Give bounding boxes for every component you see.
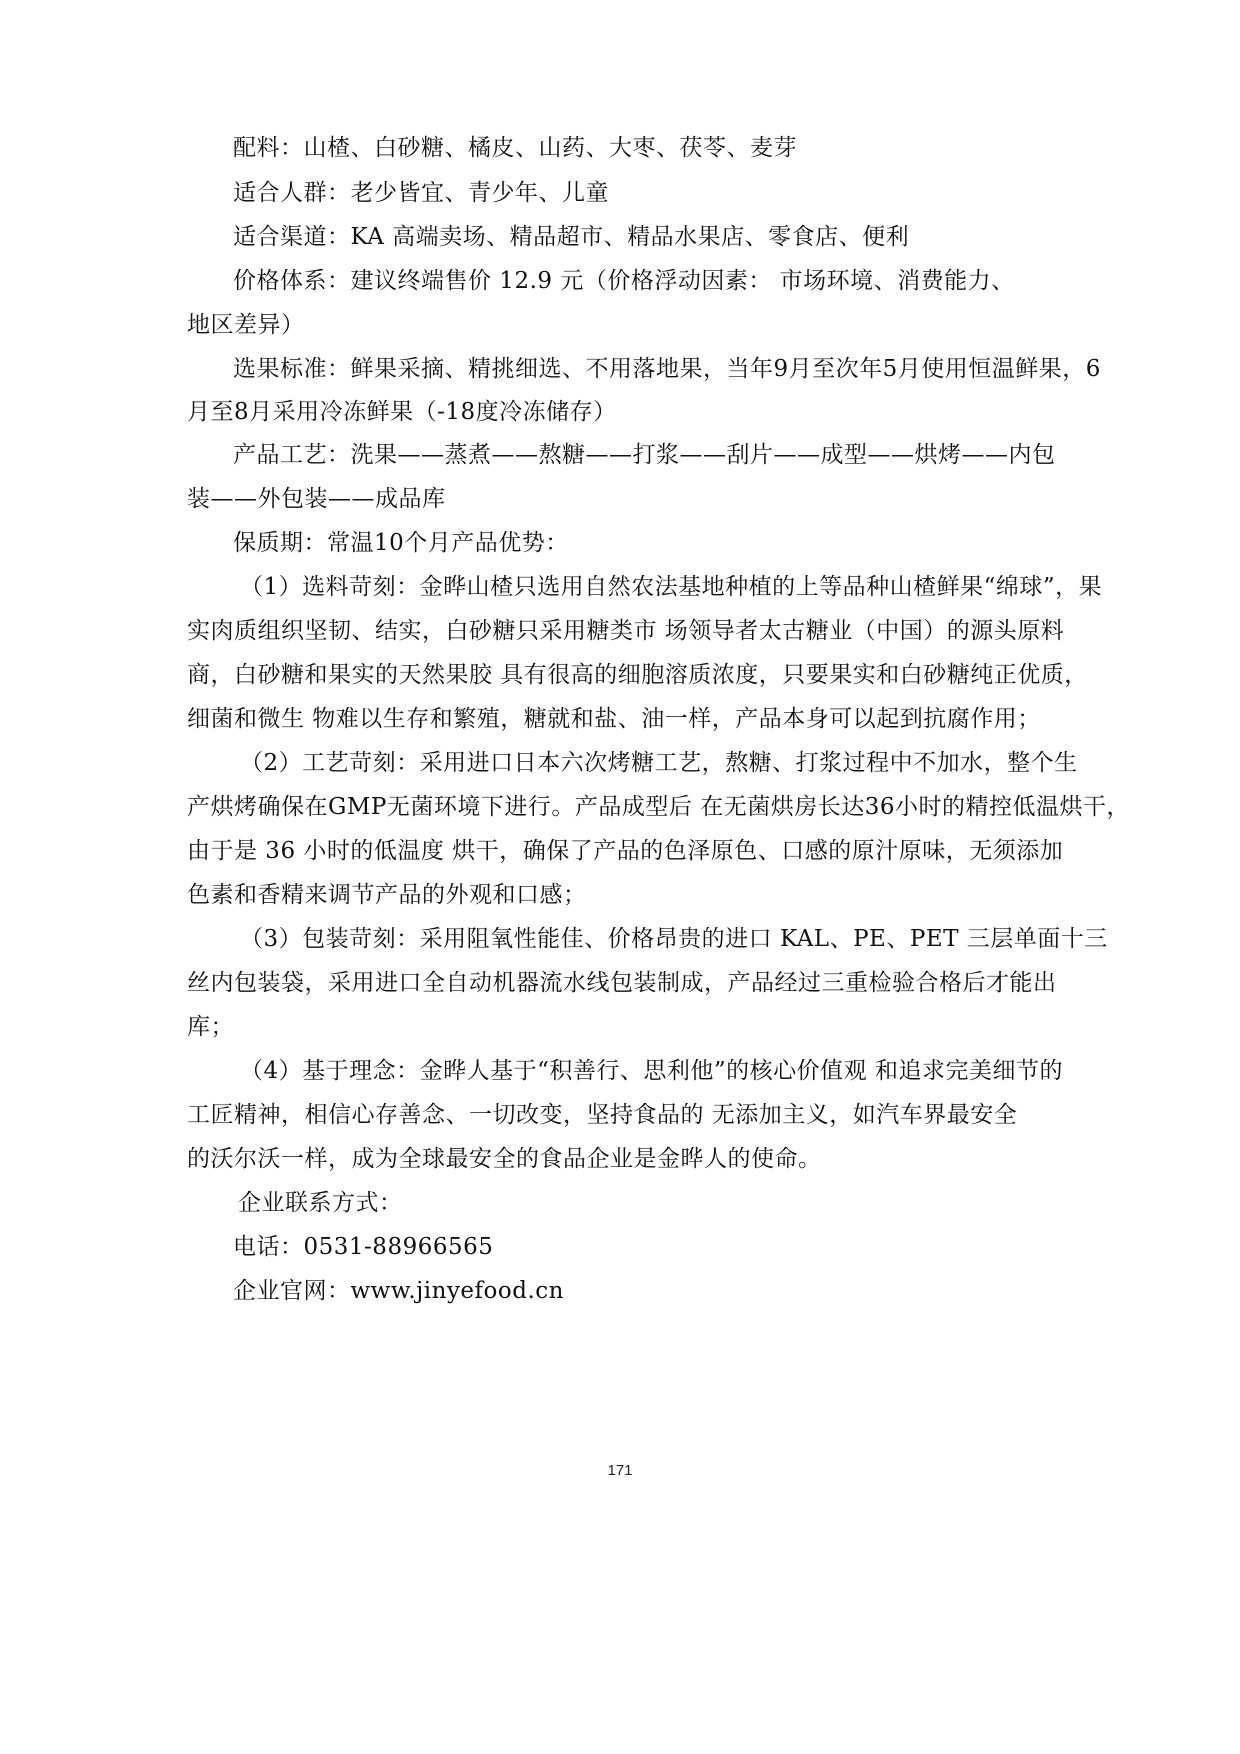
text-line-advantage-2-cont-3: 色素和香精来调节产品的外观和口感；: [187, 882, 587, 908]
page-number: 171: [607, 1462, 633, 1479]
text-line-advantage-2-cont-1: 产烘烤确保在GMP无菌环境下进行。产品成型后 在无菌烘房长达36小时的精控低温烘干，: [187, 794, 1130, 820]
text-line-process: 产品工艺：洗果——蒸煮——熬糖——打浆——刮片——成型——烘烤——内包: [233, 442, 1056, 468]
text-line-shelf-life: 保质期：常温10个月产品优势：: [233, 530, 569, 556]
text-line-website: 企业官网：www.jinyefood.cn: [233, 1278, 564, 1304]
text-line-audience: 适合人群：老少皆宜、青少年、儿童: [233, 180, 609, 206]
text-line-advantage-1-cont-3: 细菌和微生 物难以生存和繁殖，糖就和盐、油一样，产品本身可以起到抗腐作用；: [187, 706, 1041, 732]
text-line-advantage-1-cont-1: 实肉质组织坚韧、结实，白砂糖只采用糖类市 场领导者太古糖业（中国）的源头原料: [187, 618, 1065, 644]
text-line-ingredients: 配料：山楂、白砂糖、橘皮、山药、大枣、茯苓、麦芽: [233, 135, 797, 161]
text-line-advantage-1: （1）选料苛刻：金晔山楂只选用自然农法基地种植的上等品种山楂鲜果“绵球”，果: [240, 574, 1103, 600]
text-line-advantage-3: （3）包装苛刻：采用阻氧性能佳、价格昂贵的进口 KAL、PE、PET 三层单面十三: [240, 926, 1108, 952]
text-line-advantage-2: （2）工艺苛刻：采用进口日本六次烤糖工艺，熬糖、打浆过程中不加水，整个生: [240, 750, 1078, 776]
text-line-phone: 电话：0531-88966565: [233, 1234, 494, 1260]
text-line-advantage-3-cont-1: 丝内包装袋，采用进口全自动机器流水线包装制成，产品经过三重检验合格后才能出: [187, 970, 1057, 996]
text-line-selection: 选果标准：鲜果采摘、精挑细选、不用落地果，当年9月至次年5月使用恒温鲜果，6: [233, 356, 1101, 382]
text-line-channels: 适合渠道：KA 高端卖场、精品超市、精品水果店、零食店、便利: [233, 224, 910, 250]
text-line-advantage-1-cont-2: 商，白砂糖和果实的天然果胶 具有很高的细胞溶质浓度，只要果实和白砂糖纯正优质，: [187, 662, 1088, 688]
text-line-advantage-4: （4）基于理念：金晔人基于“积善行、思利他”的核心价值观 和追求完美细节的: [240, 1058, 1063, 1084]
text-line-advantage-2-cont-2: 由于是 36 小时的低温度 烘干，确保了产品的色泽原色、口感的原汁原味，无须添加: [187, 838, 1064, 864]
text-line-advantage-4-cont-2: 的沃尔沃一样，成为全球最安全的食品企业是金晔人的使命。: [187, 1146, 822, 1172]
text-line-advantage-4-cont-1: 工匠精神，相信心存善念、一切改变，坚持食品的 无添加主义，如汽车界最安全: [187, 1102, 1018, 1128]
text-line-price-cont: 地区差异）: [187, 312, 305, 338]
text-line-process-cont: 装——外包装——成品库: [187, 486, 446, 512]
text-line-advantage-3-cont-2: 库；: [187, 1014, 234, 1040]
text-line-price: 价格体系：建议终端售价 12.9 元（价格浮动因素： 市场环境、消费能力、: [233, 268, 1015, 294]
text-line-contact-heading: 企业联系方式：: [238, 1190, 403, 1216]
text-line-selection-cont: 月至8月采用冷冻鲜果（-18度冷冻储存）: [187, 399, 617, 425]
